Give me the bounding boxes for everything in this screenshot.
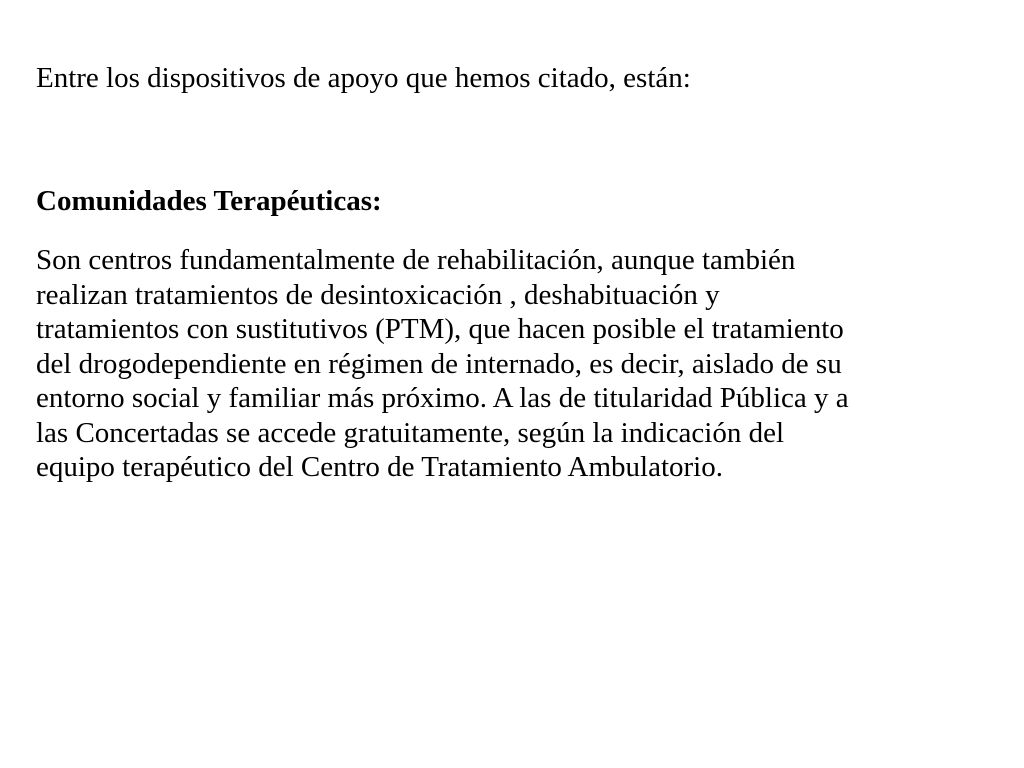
paragraph-line: entorno social y familiar más próximo. A las de titularidad Pública y a xyxy=(36,382,849,414)
description-paragraph xyxy=(36,243,996,485)
intro-text: Entre los dispositivos de apoyo que hemos citado, están: xyxy=(36,62,691,94)
paragraph-line: realizan tratamientos de desintoxicación , deshabituación y xyxy=(36,278,720,311)
paragraph-line: tratamientos con sustitutivos (PTM), que hacen posible el tratamiento xyxy=(36,313,844,345)
section-heading: Comunidades Terapéuticas: xyxy=(36,185,382,217)
paragraph-line: las Concertadas se accede gratuitamente, según la indicación del xyxy=(36,416,785,449)
paragraph-line: del drogodependiente en régimen de internado, es decir, aislado de su xyxy=(36,347,842,380)
paragraph-line: Son centros fundamentalmente de rehabilitación, aunque también xyxy=(36,244,796,276)
paragraph-line: equipo terapéutico del Centro de Tratamiento Ambulatorio. xyxy=(36,451,723,483)
